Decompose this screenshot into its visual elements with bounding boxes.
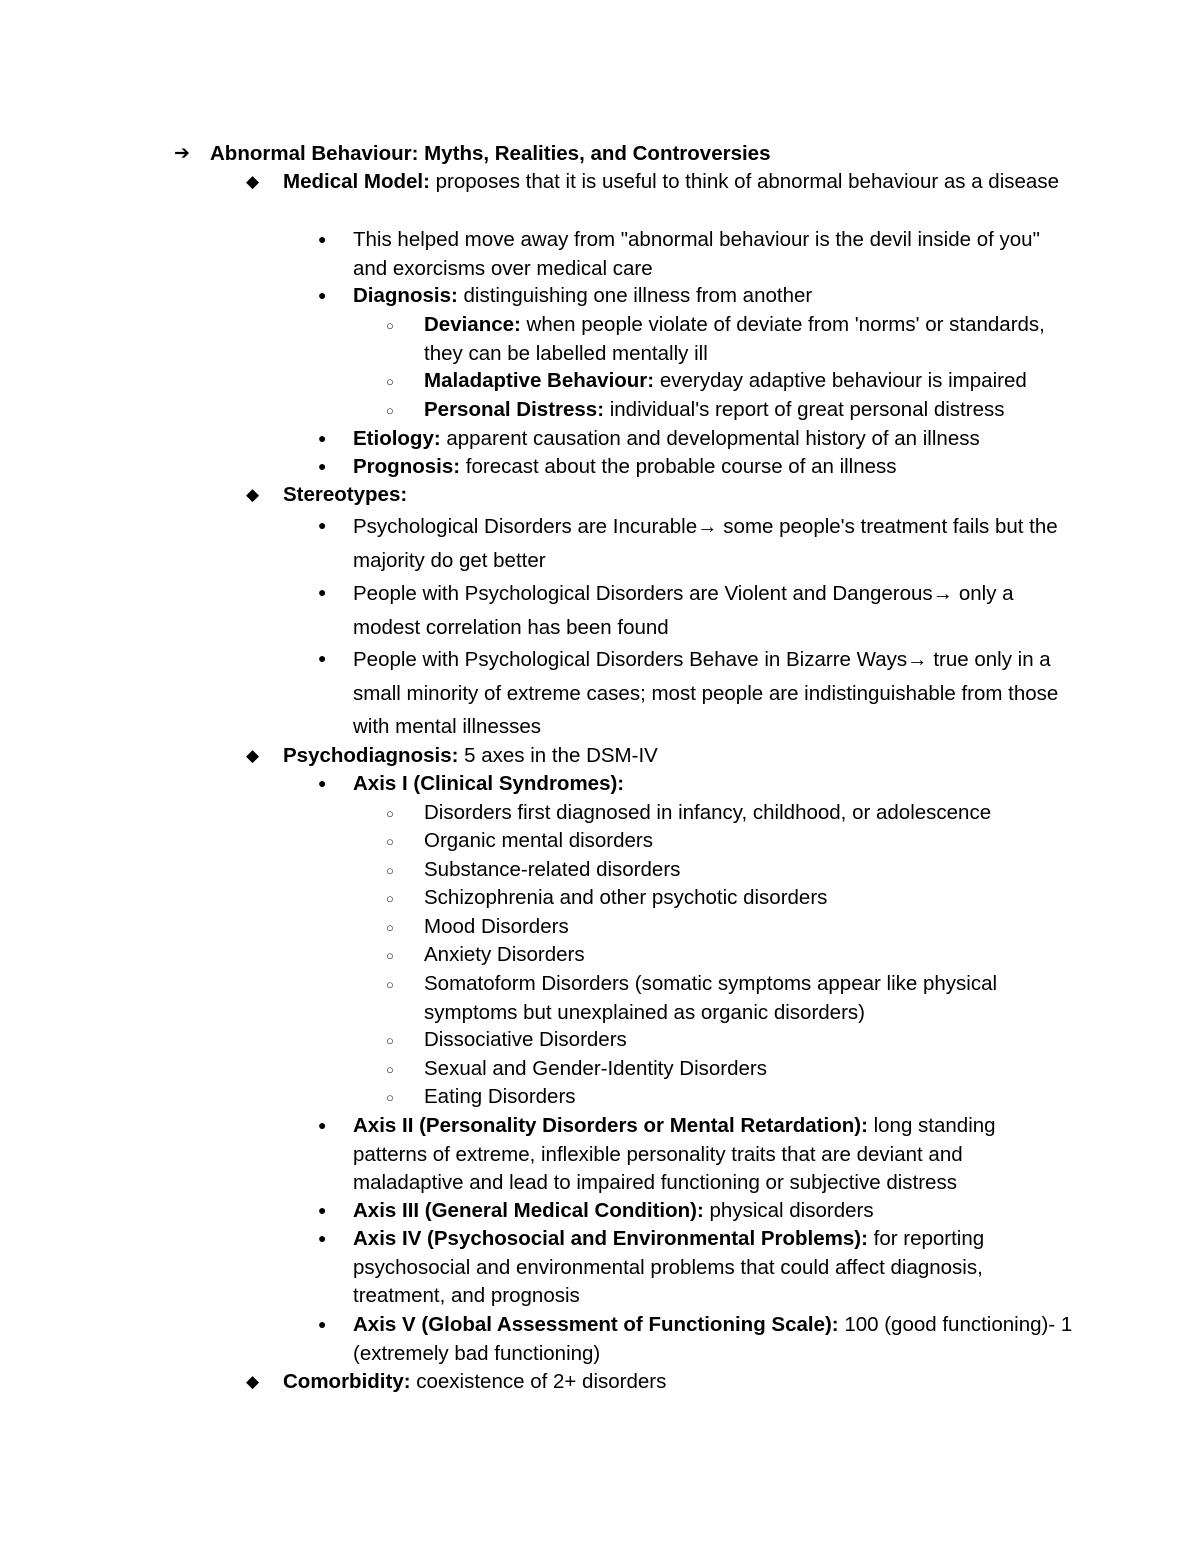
- circle-bullet-icon: ○: [386, 374, 394, 389]
- item-text: [353, 425, 1073, 454]
- outline-subpoint-item: [386, 1083, 1074, 1112]
- item-text: [283, 168, 1073, 197]
- item-text: [353, 1197, 1073, 1226]
- dot-bullet-icon: ●: [318, 584, 327, 600]
- item-text: [353, 1112, 1073, 1198]
- outline-subpoint-item: [386, 941, 1074, 970]
- item-term: Axis V (Global Assessment of Functioning Scale):: [353, 1313, 839, 1336]
- circle-bullet-icon: ○: [386, 1062, 394, 1077]
- item-text: [424, 856, 1074, 885]
- item-text: [424, 1055, 1074, 1084]
- item-term: Etiology:: [353, 427, 441, 450]
- diamond-bullet-icon: ◆: [246, 172, 260, 191]
- item-text: [424, 941, 1074, 970]
- item-term: Stereotypes:: [283, 483, 408, 506]
- item-term: Psychodiagnosis:: [283, 744, 459, 767]
- item-term: Axis IV (Psychosocial and Environmental Problems):: [353, 1227, 868, 1250]
- outline-point-item: [318, 577, 1073, 644]
- item-description: physical disorders: [703, 1199, 874, 1222]
- diamond-bullet-icon: ◆: [246, 1372, 260, 1391]
- outline-point-item: [318, 453, 1073, 482]
- item-description: This helped move away from "abnormal behaviour is the devil inside of you" and exorcisms over medical care: [353, 228, 1040, 280]
- item-text: [283, 481, 1073, 510]
- outline-subpoint-item: [386, 884, 1074, 913]
- item-description: forecast about the probable course of an illness: [460, 455, 897, 478]
- outline-subpoint-item: [386, 827, 1074, 856]
- dot-bullet-icon: ●: [318, 231, 327, 247]
- item-text: [353, 510, 1073, 577]
- dot-bullet-icon: ●: [318, 1202, 327, 1218]
- item-text: [353, 770, 1073, 799]
- item-text: [424, 1083, 1074, 1112]
- outline-point-item: [318, 1311, 1073, 1368]
- item-description: 100 (good functioning)- 1 (extremely bad functioning): [353, 1313, 1073, 1365]
- outline-section-item: [246, 481, 1073, 510]
- outline-subpoint-item: [386, 311, 1074, 368]
- circle-bullet-icon: ○: [386, 863, 394, 878]
- item-text: [424, 827, 1074, 856]
- circle-bullet-icon: ○: [386, 948, 394, 963]
- item-text: [283, 742, 1073, 771]
- circle-bullet-icon: ○: [386, 891, 394, 906]
- item-description: Psychological Disorders are Incurable→ some people's treatment fails but the majority do get better: [353, 515, 1058, 572]
- outline-section-item: [246, 742, 1073, 771]
- item-term: Comorbidity:: [283, 1370, 411, 1393]
- outline-point-item: [318, 510, 1073, 577]
- item-description: People with Psychological Disorders are Violent and Dangerous→ only a modest correlation has been found: [353, 582, 1014, 639]
- item-description: proposes that it is useful to think of abnormal behaviour as a disease: [429, 170, 1059, 193]
- outline-subpoint-item: [386, 396, 1074, 425]
- item-description: Mood Disorders: [424, 915, 569, 938]
- circle-bullet-icon: ○: [386, 834, 394, 849]
- item-description: 5 axes in the DSM-IV: [458, 744, 658, 767]
- outline-point-item: [318, 425, 1073, 454]
- item-description: Substance-related disorders: [424, 858, 681, 881]
- item-text: [424, 367, 1074, 396]
- dot-bullet-icon: ●: [318, 1316, 327, 1332]
- diamond-bullet-icon: ◆: [246, 485, 260, 504]
- item-description: coexistence of 2+ disorders: [410, 1370, 667, 1393]
- outline-point-item: [318, 770, 1073, 799]
- item-term: Personal Distress:: [424, 398, 605, 421]
- item-text: [353, 282, 1073, 311]
- item-term: Axis II (Personality Disorders or Mental Retardation):: [353, 1114, 868, 1137]
- item-text: [210, 140, 1110, 169]
- outline-section-item: [246, 168, 1073, 197]
- dot-bullet-icon: ●: [318, 430, 327, 446]
- diamond-bullet-icon: ◆: [246, 746, 260, 765]
- outline-subpoint-item: [386, 856, 1074, 885]
- item-text: [353, 453, 1073, 482]
- outline-section-item: [246, 1368, 1073, 1397]
- item-text: [424, 1026, 1074, 1055]
- dot-bullet-icon: ●: [318, 650, 327, 666]
- outline-subpoint-item: [386, 1055, 1074, 1084]
- item-text: [353, 1311, 1073, 1368]
- circle-bullet-icon: ○: [386, 920, 394, 935]
- dot-bullet-icon: ●: [318, 458, 327, 474]
- outline-point-item: [318, 226, 1073, 283]
- item-text: [424, 970, 1074, 1027]
- item-term: Abnormal Behaviour: Myths, Realities, and Controversies: [210, 142, 771, 165]
- dot-bullet-icon: ●: [318, 517, 327, 533]
- outline-point-item: [318, 643, 1073, 744]
- item-description: individual's report of great personal distress: [604, 398, 1005, 421]
- outline-subpoint-item: [386, 913, 1074, 942]
- item-description: Eating Disorders: [424, 1085, 576, 1108]
- circle-bullet-icon: ○: [386, 403, 394, 418]
- item-text: [424, 913, 1074, 942]
- item-text: [424, 311, 1074, 368]
- circle-bullet-icon: ○: [386, 977, 394, 992]
- item-term: Medical Model:: [283, 170, 430, 193]
- outline-point-item: [318, 1197, 1073, 1226]
- item-term: Axis III (General Medical Condition):: [353, 1199, 704, 1222]
- item-description: distinguishing one illness from another: [457, 284, 813, 307]
- item-text: [353, 643, 1073, 744]
- item-description: Dissociative Disorders: [424, 1028, 627, 1051]
- circle-bullet-icon: ○: [386, 806, 394, 821]
- item-description: Disorders first diagnosed in infancy, childhood, or adolescence: [424, 801, 992, 824]
- circle-bullet-icon: ○: [386, 1090, 394, 1105]
- outline-point-item: [318, 1112, 1073, 1198]
- item-description: Somatoform Disorders (somatic symptoms appear like physical symptoms but unexplained as organic disorders): [424, 972, 998, 1024]
- dot-bullet-icon: ●: [318, 1230, 327, 1246]
- outline-subpoint-item: [386, 1026, 1074, 1055]
- dot-bullet-icon: ●: [318, 775, 327, 791]
- circle-bullet-icon: ○: [386, 318, 394, 333]
- item-text: [353, 226, 1073, 283]
- outline-heading-item: [174, 140, 1110, 169]
- item-description: long standing patterns of extreme, inflexible personality traits that are deviant and maladaptive and lead to impaired functioning or subjective distress: [353, 1114, 996, 1194]
- outline-subpoint-item: [386, 367, 1074, 396]
- item-description: People with Psychological Disorders Behave in Bizarre Ways→ true only in a small minority of extreme cases; most people are indistinguishable from those with mental illnesses: [353, 648, 1059, 738]
- item-text: [424, 799, 1074, 828]
- item-description: apparent causation and developmental history of an illness: [440, 427, 980, 450]
- item-term: Deviance:: [424, 313, 521, 336]
- item-description: when people violate of deviate from 'norms' or standards, they can be labelled mentally ill: [424, 313, 1045, 365]
- item-description: everyday adaptive behaviour is impaired: [654, 369, 1027, 392]
- item-description: Organic mental disorders: [424, 829, 654, 852]
- item-description: for reporting psychosocial and environmental problems that could affect diagnosis, treatment, and prognosis: [353, 1227, 985, 1307]
- item-term: Prognosis:: [353, 455, 461, 478]
- item-text: [353, 1225, 1073, 1311]
- item-term: Maladaptive Behaviour:: [424, 369, 655, 392]
- outline-point-item: [318, 282, 1073, 311]
- item-text: [424, 396, 1074, 425]
- item-description: Sexual and Gender-Identity Disorders: [424, 1057, 767, 1080]
- item-text: [283, 1368, 1073, 1397]
- dot-bullet-icon: ●: [318, 287, 327, 303]
- arrow-bullet-icon: ➔: [174, 143, 190, 164]
- item-term: Diagnosis:: [353, 284, 458, 307]
- item-text: [424, 884, 1074, 913]
- item-term: Axis I (Clinical Syndromes):: [353, 772, 625, 795]
- circle-bullet-icon: ○: [386, 1033, 394, 1048]
- item-text: [353, 577, 1073, 644]
- dot-bullet-icon: ●: [318, 1117, 327, 1133]
- item-description: Schizophrenia and other psychotic disorders: [424, 886, 828, 909]
- item-description: Anxiety Disorders: [424, 943, 585, 966]
- outline-point-item: [318, 1225, 1073, 1311]
- outline-subpoint-item: [386, 799, 1074, 828]
- outline-subpoint-item: [386, 970, 1074, 1027]
